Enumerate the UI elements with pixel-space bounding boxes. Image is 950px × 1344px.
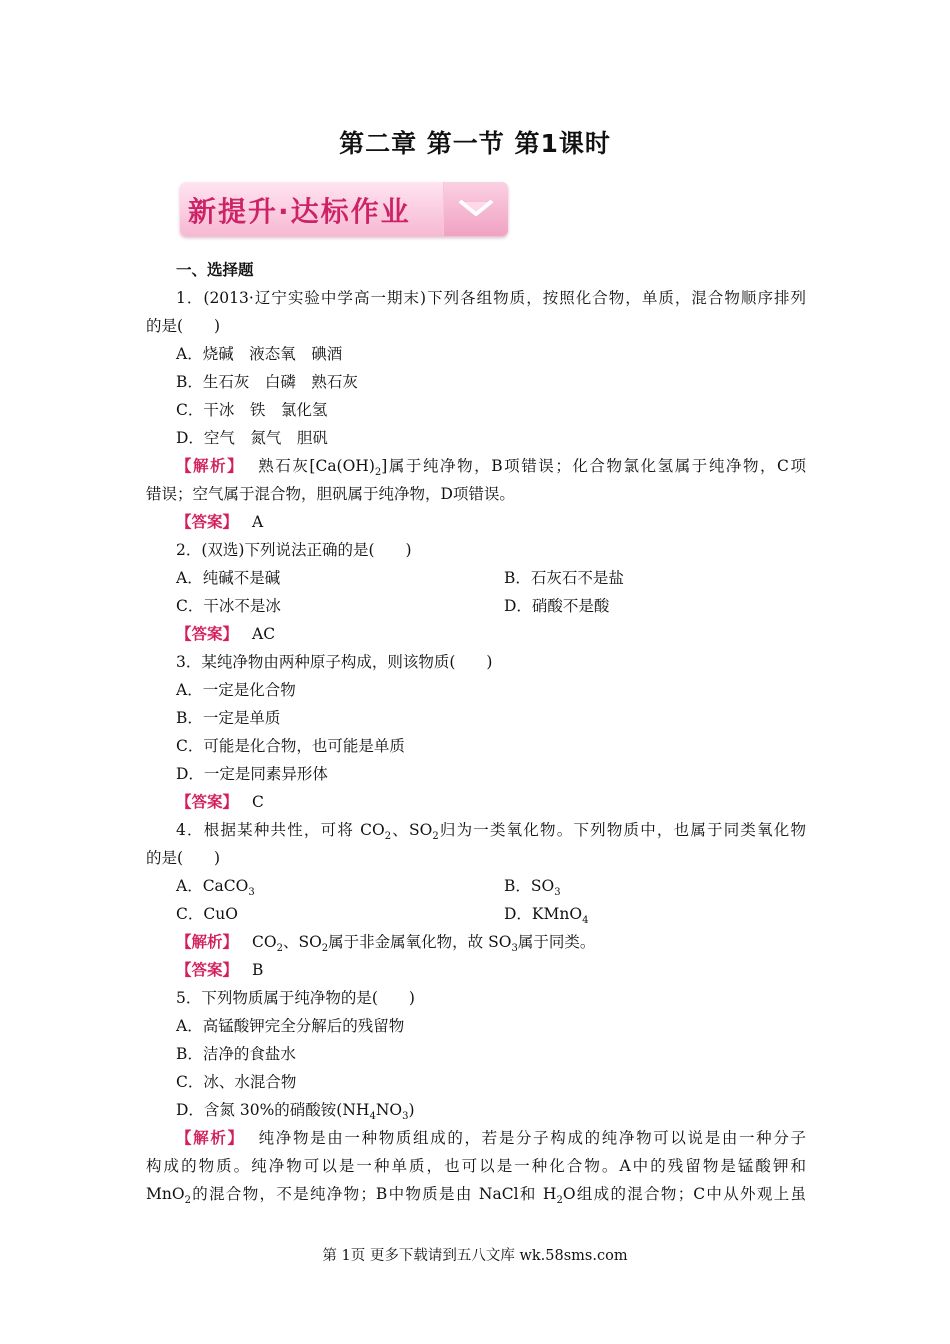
question-3-option-a: A．一定是化合物 [176,681,296,699]
question-3-answer: 【答案】 C [176,792,264,811]
banner-chevron-tab [443,182,508,236]
question-5-analysis-line-3: MnO$_2$的混合物，不是纯净物；B中物质是由 NaCl和 $H_2O$组成的混合物；C中从外观上虽 [146,1185,806,1207]
question-4-answer: 【答案】 B [176,960,264,979]
question-1-stem-cont: 的是( ) [146,317,221,335]
question-4-analysis: 【解析】 $CO_2$、$SO_2$属于非金属氧化物，故 $SO_3$属于同类。 [176,932,596,955]
page-footer: 第 1页 更多下载请到五八文库 wk.58sms.com [322,1248,628,1264]
question-5-option-a: A．高锰酸钾完全分解后的残留物 [176,1017,405,1035]
question-4-row-1 [146,872,806,900]
question-1-answer: 【答案】 A [176,512,264,531]
question-1-option-c: C．干冰 铁 氯化氢 [176,401,328,419]
question-5-option-d: D．含氮 30%的硝酸铵$(NH_4NO_3)$ [176,1101,415,1123]
question-2-answer: 【答案】 AC [176,624,276,643]
chevron-down-icon [458,198,494,218]
question-4-option-d: D．KMnO$_4$ [504,905,589,927]
question-5-option-c: C．冰、水混合物 [176,1073,297,1091]
question-5-stem: 5．下列物质属于纯净物的是( ) [176,989,415,1007]
exercise-content [146,256,806,1208]
question-2-option-d: D．硝酸不是酸 [504,597,610,615]
question-4-stem-cont: 的是( ) [146,849,221,867]
question-3-stem: 3．某纯净物由两种原子构成，则该物质( ) [176,653,493,671]
question-5-analysis: 【解析】 纯净物是由一种物质组成的，若是分子构成的纯净物可以说是由一种分子 [176,1128,806,1147]
answer-label: 【答案】 [176,512,239,531]
question-2-option-a: A．纯碱不是碱 [176,569,281,587]
question-1-option-b: B．生石灰 白磷 熟石灰 [176,373,358,391]
question-2-option-c: C．干冰不是冰 [176,597,281,615]
section-banner [180,182,508,236]
question-2-stem: 2．(双选)下列说法正确的是( ) [176,541,412,559]
question-2-row-2 [146,592,806,620]
question-1-analysis: 【解析】 熟石灰$[Ca(OH)_2]$属于纯净物，B项错误；化合物氯化氢属于纯净物，C项 [176,456,806,479]
question-2-option-b: B．石灰石不是盐 [504,569,624,587]
question-4-option-a: A．CaCO$_3$ [176,877,255,899]
question-3-option-b: B．一定是单质 [176,709,281,727]
question-1-analysis-cont: 错误；空气属于混合物，胆矾属于纯净物，D项错误。 [146,485,515,503]
page-title: 第二章 第一节 第1课时 [339,129,611,158]
question-4-option-c: C．CuO [176,905,238,923]
question-5-analysis-line-2: 构成的物质。纯净物可以是一种单质，也可以是一种化合物。A中的残留物是锰酸钾和 [146,1157,806,1175]
question-5-option-b: B．洁净的食盐水 [176,1045,296,1063]
question-4-row-2 [146,900,806,928]
question-1-option-a: A．烧碱 液态氧 碘酒 [176,345,343,363]
question-3-option-d: D．一定是同素异形体 [176,765,328,783]
banner-text: 新提升·达标作业 [188,195,411,228]
analysis-label: 【解析】 [176,456,245,475]
question-3-option-c: C．可能是化合物，也可能是单质 [176,737,405,755]
section-heading: 一、选择题 [176,260,254,279]
question-4-stem: 4．根据某种共性，可将 $CO_2$、$SO_2$归为一类氧化物。下列物质中，也属于同类氧化物 [176,821,806,843]
question-1-option-d: D．空气 氮气 胆矾 [176,429,328,447]
question-4-option-b: B．$SO_3$ [504,877,561,899]
question-1-stem: 1．(2013·辽宁实验中学高一期末)下列各组物质，按照化合物，单质，混合物顺序排列 [176,289,806,307]
question-2-row-1 [146,564,806,592]
